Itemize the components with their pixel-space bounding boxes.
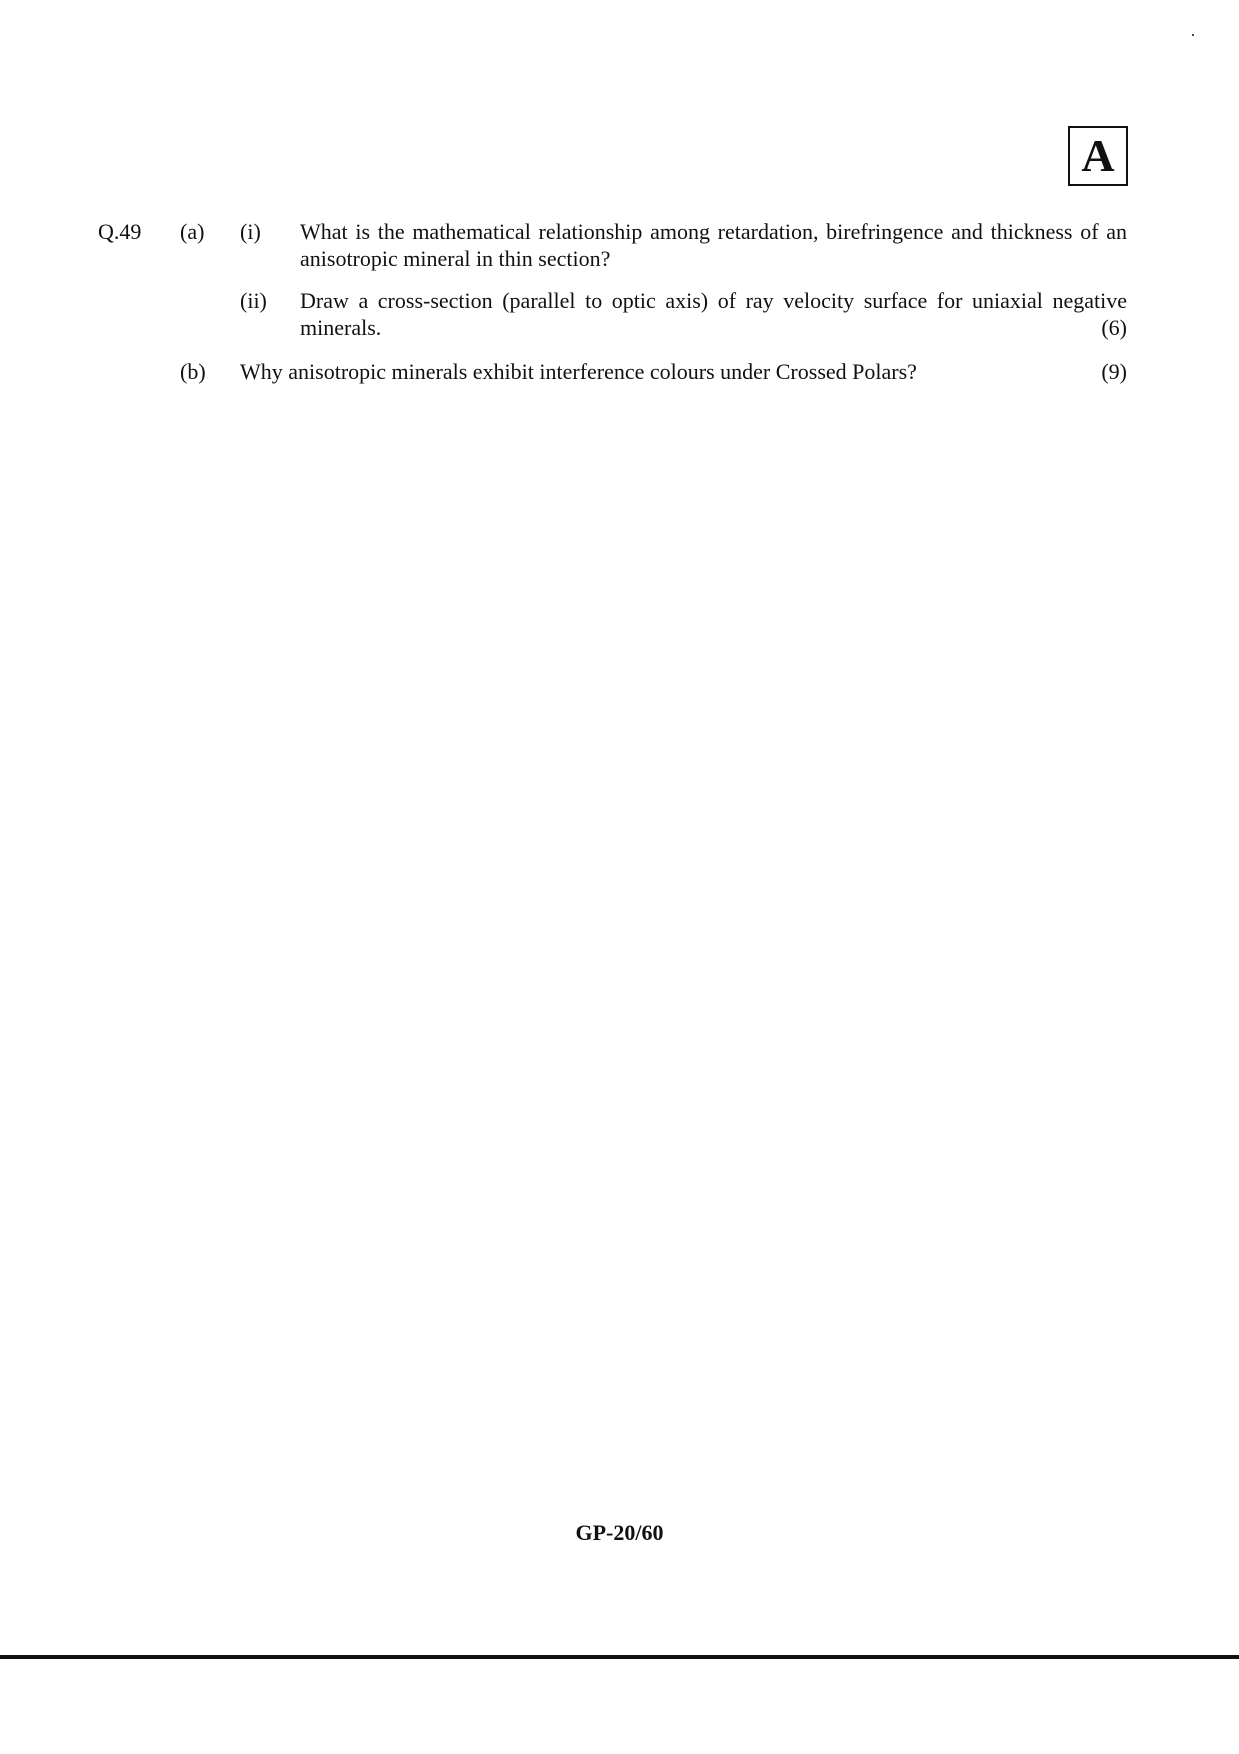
scan-speck: [1192, 34, 1194, 36]
part-b-text: Why anisotropic minerals exhibit interference colours under Crossed Polars?: [240, 359, 917, 384]
sub-ii-text: Draw a cross-section (parallel to optic axis) of ray velocity surface for uniaxial negative minerals.: [300, 288, 1127, 340]
sub-i-text: What is the mathematical relationship among retardation, birefringence and thickness of an anisotropic mineral in thin section?: [300, 219, 1127, 271]
sub-i-label: (i): [240, 219, 261, 244]
question-number: Q.49: [98, 219, 142, 244]
part-a-label: (a): [180, 219, 205, 244]
part-b-label: (b): [180, 359, 206, 384]
part-a-marks: (6): [1101, 315, 1127, 340]
page-code: GP-20/60: [575, 1520, 664, 1545]
question-set-label: A: [1081, 130, 1115, 181]
footer-divider: [0, 1655, 1239, 1659]
part-b-marks: (9): [1101, 359, 1127, 384]
sub-ii-label: (ii): [240, 288, 267, 313]
question-set-box: [1068, 126, 1128, 186]
